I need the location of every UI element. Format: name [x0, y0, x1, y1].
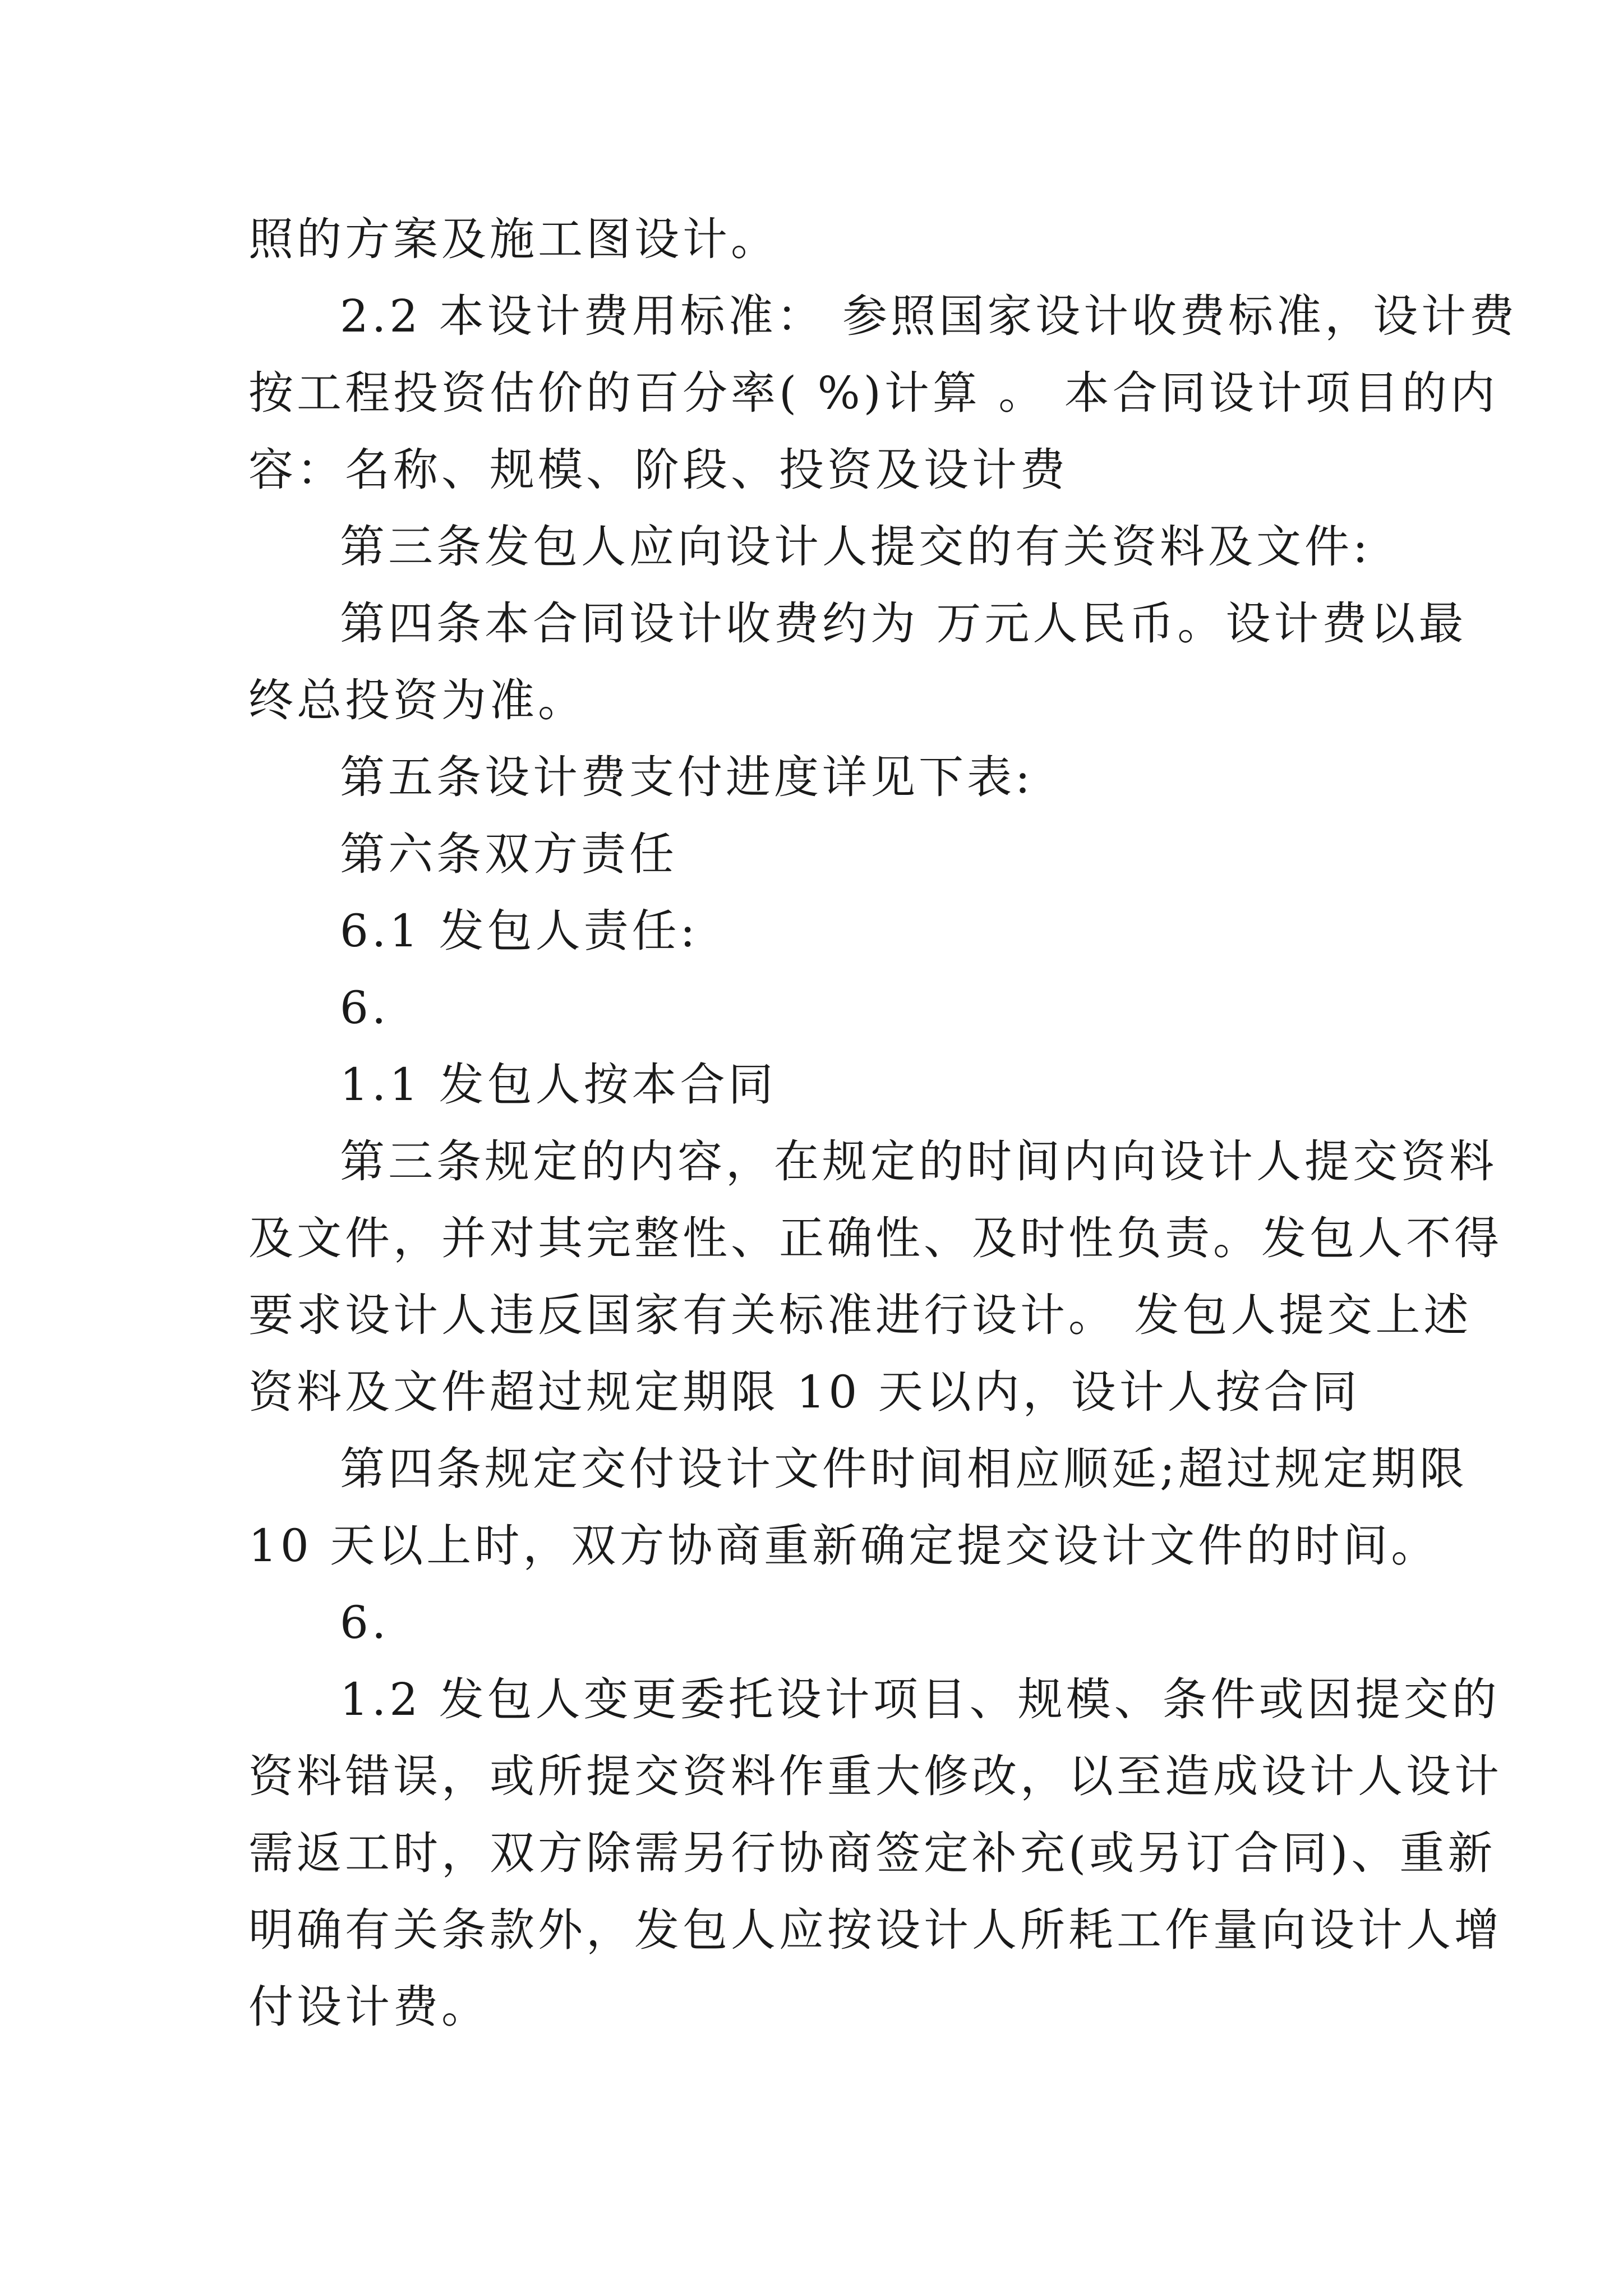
text-line: 第三条发包人应向设计人提交的有关资料及文件: — [340, 521, 1371, 573]
text-line: 2.2 本设计费用标准： 参照国家设计收费标准，设计费 — [340, 290, 1518, 342]
text-line: 明确有关条款外，发包人应按设计人所耗工作量向设计人增 — [248, 1904, 1502, 1956]
text-line: 需返工时，双方除需另行协商签定补充(或另订合同)、重新 — [248, 1827, 1496, 1879]
text-line: 终总投资为准。 — [248, 674, 586, 726]
text-line: 要求设计人违反国家有关标准进行设计。 发包人提交上述 — [248, 1289, 1472, 1341]
text-line: 资料错误，或所提交资料作重大修改，以至造成设计人设计 — [248, 1750, 1502, 1802]
text-line: 第四条本合同设计收费约为 万元人民币。设计费以最 — [340, 597, 1467, 650]
text-line: 付设计费。 — [248, 1981, 490, 2033]
document-body — [248, 201, 1518, 2045]
text-line: 1.1 发包人按本合同 — [340, 1059, 777, 1111]
text-line: 第五条设计费支付进度详见下表: — [340, 751, 1034, 803]
text-line: 容：名称、规模、阶段、投资及设计费 — [248, 444, 1068, 496]
text-line: 6.1 发包人责任: — [340, 905, 699, 957]
text-line: 按工程投资估价的百分率( %)计算 。 本合同设计项目的内 — [248, 367, 1498, 419]
text-line: 及文件，并对其完整性、正确性、及时性负责。发包人不得 — [248, 1212, 1502, 1264]
text-line: 第三条规定的内容，在规定的时间内向设计人提交资料 — [340, 1135, 1497, 1188]
text-line: 10 天以上时，双方协商重新确定提交设计文件的时间。 — [248, 1520, 1440, 1572]
text-line: 资料及文件超过规定期限 10 天以内，设计人按合同 — [248, 1366, 1361, 1418]
text-line: 6. — [340, 982, 390, 1034]
text-line: 第六条双方责任 — [340, 828, 677, 880]
text-line: 6. — [340, 1596, 390, 1649]
text-line: 照的方案及施工图设计。 — [248, 213, 779, 265]
text-line: 1.2 发包人变更委托设计项目、规模、条件或因提交的 — [340, 1673, 1500, 1726]
text-line: 第四条规定交付设计文件时间相应顺延;超过规定期限 — [340, 1443, 1468, 1495]
